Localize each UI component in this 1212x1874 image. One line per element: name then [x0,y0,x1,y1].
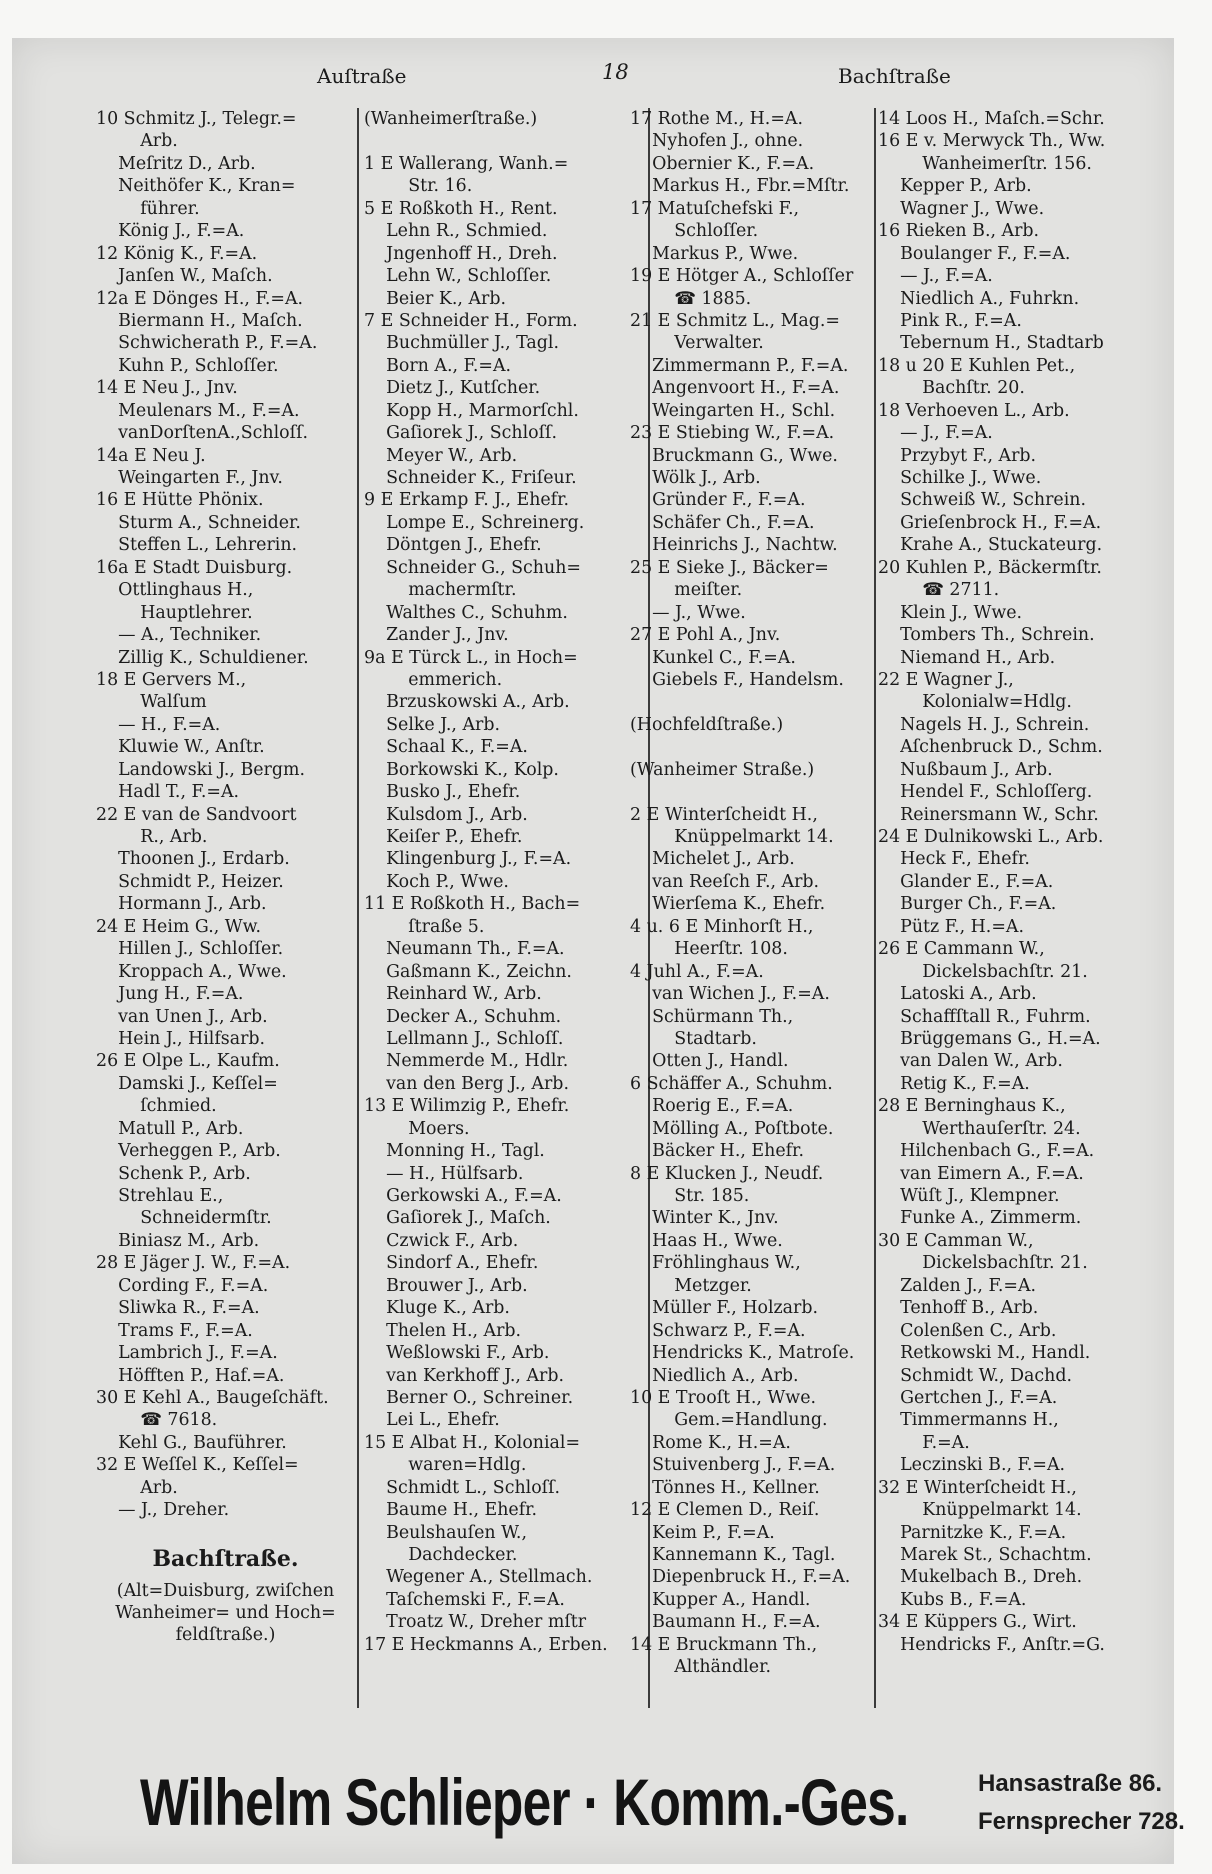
advertiser-phone: Fernsprecher 728. [978,1808,1185,1835]
directory-entry: 22 E van de Sandvoort [96,804,297,825]
directory-entry: Dickelsbachſtr. 21. [878,1253,1088,1274]
directory-entry: 16 Rieken B., Arb. [878,221,1040,242]
directory-entry: Gründer F., F.=A. [630,490,806,511]
directory-entry: Pink R., F.=A. [878,310,1022,331]
directory-entry: Str. 16. [364,176,473,197]
column-divider [874,108,876,1708]
directory-entry: Matull P., Arb. [96,1118,244,1139]
directory-entry: Zimmermann P., F.=A. [630,355,849,376]
page-header [12,56,1174,90]
directory-entry: 26 E Cammann W., [878,939,1045,960]
directory-entry: Beier K., Arb. [364,288,506,309]
directory-entry: Jngenhoff H., Dreh. [364,243,558,264]
directory-entry: Lehn W., Schloſſer. [364,266,552,287]
directory-entry: führer. [96,198,200,219]
directory-entry: Kluge K., Arb. [364,1298,510,1319]
directory-entry: 28 E Jäger J. W., F.=A. [96,1253,291,1274]
directory-entry: 23 E Stiebing W., F.=A. [630,423,835,444]
directory-entry: Kehl G., Bauführer. [96,1432,287,1453]
directory-entry: Kulsdom J., Arb. [364,804,528,825]
directory-entry: van Wichen J., F.=A. [630,984,830,1005]
directory-entry: Buchmüller J., Tagl. [364,333,560,354]
directory-entry: Leczinski B., F.=A. [878,1455,1066,1476]
directory-entry: Stuivenberg J., F.=A. [630,1455,836,1476]
directory-entry: Reinersmann W., Schr. [878,804,1099,825]
directory-entry: Diepenbruck H., F.=A. [630,1567,851,1588]
directory-entry: Brouwer J., Arb. [364,1275,528,1296]
directory-entry: Nemmerde M., Hdlr. [364,1051,569,1072]
directory-entry: Hillen J., Schloſſer. [96,939,284,960]
directory-entry: Heerſtr. 108. [630,939,788,960]
directory-entry: Schilke J., Wwe. [878,468,1042,488]
directory-entry: Schmidt L., Schloſſ. [364,1477,561,1498]
directory-entry: Moers. [364,1118,470,1139]
directory-entry: Jung H., F.=A. [96,984,244,1005]
directory-entry: Colenßen C., Arb. [878,1320,1057,1341]
directory-entry: 14 Loos H., Maſch.=Schr. [878,109,1105,129]
directory-entry: Schweiß W., Schrein. [878,490,1087,511]
directory-entry: Verheggen P., Arb. [96,1141,281,1162]
directory-entry: Gaßmann K., Zeichn. [364,961,572,982]
column-divider [357,108,359,1708]
directory-entry: Sindorf A., Ehefr. [364,1253,539,1274]
directory-entry: Dietz J., Kutſcher. [364,378,541,399]
directory-entry: Steffen L., Lehrerin. [96,535,298,556]
directory-entry: Dickelsbachſtr. 21. [878,961,1088,982]
directory-entry: Trams F., F.=A. [96,1320,253,1341]
directory-entry: Meulenars M., F.=A. [96,400,300,421]
directory-entry: Janſen W., Maſch. [96,266,273,287]
directory-entry: van Eimern A., F.=A. [878,1163,1084,1184]
directory-entry: Gem.=Handlung. [630,1410,828,1431]
directory-entry: ☎ 1885. [630,288,752,309]
directory-entry: Hadl T., F.=A. [96,782,240,803]
directory-entry: Schneidermſtr. [96,1208,272,1229]
directory-entry: Nyhofen J., ohne. [630,131,804,152]
directory-entry: 20 Kuhlen P., Bäckermſtr. [878,557,1102,578]
directory-entry: Gerkowski A., F.=A. [364,1186,562,1206]
directory-entry: Markus H., Fbr.=Mſtr. [630,176,850,197]
directory-entry: 17 Matuſchefski F., [630,198,800,219]
directory-entry: Reinhard W., Arb. [364,984,542,1005]
advertisement-banner [140,1764,1185,1854]
directory-entry: Schäfer Ch., F.=A. [630,512,815,533]
directory-entry: Gaſiorek J., Schloſſ. [364,423,558,444]
directory-entry: 30 E Camman W., [878,1230,1034,1251]
directory-entry: Neumann Th., F.=A. [364,939,565,960]
directory-entry: 8 E Klucken J., Neudf. [630,1163,824,1184]
directory-entry: Schwarz P., F.=A. [630,1320,806,1341]
directory-entry: Hilchenbach G., F.=A. [878,1141,1095,1162]
directory-entry: — J., Dreher. [96,1500,230,1521]
directory-entry: Biermann H., Maſch. [96,310,303,331]
directory-entry: Rome K., H.=A. [630,1432,791,1453]
directory-entry: Wagner J., Wwe. [878,198,1045,219]
directory-entry: Latoski A., Arb. [878,984,1037,1005]
directory-entry: 5 E Roßkoth H., Rent. [364,198,558,219]
directory-entry: Kopp H., Marmorſchl. [364,400,579,421]
directory-entry: Weingarten F., Jnv. [96,468,283,488]
directory-entry: 24 E Dulnikowski L., Arb. [878,827,1104,847]
directory-entry [630,736,872,758]
directory-column-2 [364,108,646,1708]
directory-entry: 21 E Schmitz L., Mag.= [630,310,841,331]
directory-entry: Lambrich J., F.=A. [96,1343,278,1364]
directory-entry: 24 E Heim G., Ww. [96,916,261,937]
directory-entry: Mölling A., Poſtbote. [630,1118,834,1139]
directory-entry: Verwalter. [630,333,764,354]
directory-entry: 4 Juhl A., F.=A. [630,961,764,982]
directory-entry: Koch P., Wwe. [364,871,509,892]
directory-entry: Mukelbach B., Dreh. [878,1567,1083,1588]
directory-entry: Kluwie W., Anſtr. [96,737,265,758]
directory-entry: (Wanheimerſtraße.) [364,109,538,129]
directory-entry: Tombers Th., Schrein. [878,625,1095,646]
directory-entry: 16 E Hütte Phönix. [96,490,264,511]
directory-entry [364,130,646,152]
section-note: (Alt=Duisburg, zwiſchen [116,1580,335,1601]
directory-entry: 14 E Bruckmann Th., [630,1634,818,1655]
directory-entry: van Kerkhoff J., Arb. [364,1365,564,1386]
directory-entry: 30 E Kehl A., Baugeſchäft. [96,1387,329,1408]
directory-entry: Arb. [96,1477,178,1498]
header-left-street: Auſtraße [317,64,407,88]
directory-entry: 12 E Clemen D., Reiſ. [630,1500,820,1521]
directory-entry: Glander E., F.=A. [878,871,1054,892]
directory-entry: Winter K., Jnv. [630,1208,779,1229]
directory-entry: 13 E Wilimzig P., Ehefr. [364,1096,570,1117]
directory-entry: — A., Techniker. [96,625,262,646]
directory-entry: Str. 185. [630,1186,750,1206]
directory-entry: 18 Verhoeven L., Arb. [878,400,1070,421]
directory-entry: Nußbaum J., Arb. [878,759,1053,780]
directory-entry: (Wanheimer Straße.) [630,759,815,780]
directory-entry: Borkowski K., Kolp. [364,759,559,780]
directory-entry: Cording F., F.=A. [96,1275,269,1296]
directory-entry: van den Berg J., Arb. [364,1073,569,1094]
directory-entry: Burger Ch., F.=A. [878,894,1057,915]
directory-entry: Metzger. [630,1275,752,1296]
directory-entry: Heinrichs J., Nachtw. [630,535,838,556]
directory-column-4 [878,108,1170,1708]
directory-entry: Bäcker H., Ehefr. [630,1141,804,1162]
directory-entry: 32 E Winterſcheidt H., [878,1477,1077,1498]
directory-entry [630,781,872,803]
directory-entry: 27 E Pohl A., Jnv. [630,625,781,646]
directory-entry: Markus P., Wwe. [630,243,799,264]
directory-entry: Roerig E., F.=A. [630,1096,794,1117]
directory-entry: Weßlowski F., Arb. [364,1343,550,1364]
directory-entry: Grieſenbrock H., F.=A. [878,512,1102,533]
directory-entry: Niedlich A., Fuhrkn. [878,288,1080,309]
directory-entry: Boulanger F., F.=A. [878,243,1071,264]
directory-entry: Czwick F., Arb. [364,1230,519,1251]
directory-entry: Thelen H., Arb. [364,1320,522,1341]
directory-entry: Kubs B., F.=A. [878,1589,1027,1610]
directory-entry: Kolonialw=Hdlg. [878,692,1072,713]
directory-entry: Schwicherath P., F.=A. [96,333,318,354]
directory-entry: 16 E v. Merwyck Th., Ww. [878,131,1106,152]
directory-entry: Arb. [96,131,178,152]
advertiser-name: Wilhelm Schlieper · Komm.-Ges. [140,1765,909,1839]
directory-entry: Brüggemans G., H.=A. [878,1028,1101,1049]
directory-entry: 6 Schäffer A., Schuhm. [630,1073,833,1094]
directory-entry: Timmermanns H., [878,1410,1059,1431]
advertiser-address: Hansastraße 86. [978,1770,1163,1797]
directory-entry: Tenhoff B., Arb. [878,1298,1039,1319]
directory-entry: 7 E Schneider H., Form. [364,310,578,331]
directory-entry: Bachſtr. 20. [878,378,1025,399]
directory-entry: 28 E Berninghaus K., [878,1096,1066,1117]
directory-entry: Althändler. [630,1657,772,1678]
directory-entry: Giebels F., Handelsm. [630,669,844,690]
directory-entry: van Dalen W., Arb. [878,1051,1063,1072]
directory-entry: Retkowski M., Handl. [878,1343,1091,1364]
directory-entry: Retig K., F.=A. [878,1073,1030,1094]
directory-entry: Hendricks F., Anſtr.=G. [878,1634,1105,1655]
directory-entry: 32 E Weſſel K., Keſſel= [96,1455,299,1476]
directory-entry: Heck F., Ehefr. [878,849,1030,870]
directory-entry: Gertchen J., F.=A. [878,1387,1058,1408]
directory-entry: Lehn R., Schmied. [364,221,548,242]
directory-entry: Walſum [96,692,207,713]
directory-entry: 2 E Winterſcheidt H., [630,804,818,825]
directory-entry: 1 E Wallerang, Wanh.= [364,153,569,174]
directory-entry: Sturm A., Schneider. [96,512,301,533]
directory-entry: ſtraße 5. [364,916,485,937]
directory-entry: Schaal K., F.=A. [364,737,528,758]
directory-entry: Neithöfer K., Kran= [96,176,296,197]
directory-entry: Zillig K., Schuldiener. [96,647,309,668]
directory-entry: Michelet J., Arb. [630,849,795,870]
directory-entry: Döntgen J., Ehefr. [364,535,542,556]
directory-entry: Landowski J., Bergm. [96,759,306,780]
directory-entry: Niemand H., Arb. [878,647,1056,668]
directory-entry: Walthes C., Schuhm. [364,602,568,623]
directory-entry: waren=Hdlg. [364,1455,527,1476]
directory-entry: Krahe A., Stuckateurg. [878,535,1103,556]
section-note: feldſtraße.) [175,1625,276,1646]
directory-entry: van Reeſch F., Arb. [630,871,820,892]
section-heading: Bachſtraße. [152,1545,299,1572]
directory-entry: Lellmann J., Schloſſ. [364,1028,564,1049]
directory-entry: Klein J., Wwe. [878,602,1023,623]
directory-entry: Funke A., Zimmerm. [878,1208,1082,1229]
directory-entry: Schenk P., Arb. [96,1163,251,1184]
directory-entry: Lei L., Ehefr. [364,1410,500,1431]
directory-entry: Obernier K., F.=A. [630,153,815,174]
directory-entry: Kupper A., Handl. [630,1589,811,1610]
directory-entry: 10 Schmitz J., Telegr.= [96,109,297,129]
directory-entry: Zalden J., F.=A. [878,1275,1037,1296]
directory-entry: 17 E Heckmanns A., Erben. [364,1634,608,1655]
directory-entry: Weingarten H., Schl. [630,400,836,421]
directory-entry: Niedlich A., Arb. [630,1365,799,1386]
directory-entry: Troatz W., Dreher mſtr [364,1612,587,1633]
directory-entry: Baumann H., F.=A. [630,1612,821,1633]
directory-entry: 34 E Küppers G., Wirt. [878,1612,1077,1633]
directory-entry: Keiſer P., Ehefr. [364,827,523,847]
directory-entry: Bruckmann G., Wwe. [630,445,838,466]
directory-entry: emmerich. [364,669,503,690]
directory-entry: Pütz F., H.=A. [878,916,1024,937]
directory-entry: Klingenburg J., F.=A. [364,849,572,870]
directory-entry: Lompe E., Schreinerg. [364,512,585,533]
directory-entry: Tebernum H., Stadtarb [878,333,1104,354]
directory-entry: 16a E Stadt Duisburg. [96,557,293,578]
directory-entry: Meyer W., Arb. [364,445,518,466]
directory-entry: Wierſema K., Ehefr. [630,894,826,915]
directory-entry: Knüppelmarkt 14. [630,827,834,847]
directory-entry: Beulshauſen W., [364,1522,527,1543]
directory-entry: Strehlau E., [96,1186,224,1206]
directory-entry: Parnitzke K., F.=A. [878,1522,1067,1543]
directory-entry: Hein J., Hilfsarb. [96,1028,266,1049]
directory-entry: Ottlinghaus H., [96,580,254,601]
directory-entry: Hendel F., Schloſſerg. [878,782,1093,803]
directory-entry: 9a E Türck L., in Hoch= [364,647,578,668]
directory-entry: Nagels H. J., Schrein. [878,714,1090,735]
directory-entry: machermſtr. [364,580,517,601]
section-note: Wanheimer= und Hoch= [115,1603,336,1623]
directory-entry: Angenvoort H., F.=A. [630,378,840,399]
directory-entry: 14a E Neu J. [96,445,206,466]
directory-entry: 26 E Olpe L., Kaufm. [96,1051,280,1072]
directory-entry: van Unen J., Arb. [96,1006,268,1027]
directory-entry: 19 E Hötger A., Schloſſer [630,266,854,287]
directory-entry: Knüppelmarkt 14. [878,1500,1082,1521]
section-spacer [96,1522,355,1548]
directory-entry: Biniasz M., Arb. [96,1230,260,1251]
directory-entry: Taſchemski F., F.=A. [364,1589,565,1610]
directory-entry: ☎ 7618. [96,1410,218,1431]
directory-entry: Schneider G., Schuh= [364,557,581,578]
header-right-street: Bachſtraße [838,64,951,88]
directory-entry: 22 E Wagner J., [878,669,1014,690]
directory-entry: 9 E Erkamp F. J., Ehefr. [364,490,570,511]
directory-entry: Selke J., Arb. [364,714,500,735]
directory-entry: F.=A. [878,1432,970,1453]
directory-entry: Marek St., Schachtm. [878,1545,1092,1565]
directory-entry: 12a E Dönges H., F.=A. [96,288,304,309]
directory-entry: Berner O., Schreiner. [364,1387,574,1408]
directory-entry: Born A., F.=A. [364,355,512,376]
directory-entry: 11 E Roßkoth H., Bach= [364,894,581,915]
directory-entry: Damski J., Keſſel= [96,1073,278,1094]
directory-entry: Schneider K., Friſeur. [364,468,577,488]
directory-entry: Gaſiorek J., Maſch. [364,1208,551,1229]
directory-entry: (Hochfeldſtraße.) [630,714,784,735]
directory-entry: meiſter. [630,580,743,601]
directory-entry: 12 König K., F.=A. [96,243,258,264]
directory-entry: Otten J., Handl. [630,1051,789,1072]
directory-column-1 [96,108,355,1708]
directory-entry: Keim P., F.=A. [630,1522,775,1543]
directory-entry: — J., F.=A. [878,423,993,444]
directory-entry: 10 E Trooſt H., Wwe. [630,1387,817,1408]
directory-entry: — H., Hülfsarb. [364,1163,524,1184]
directory-entry: Wegener A., Stellmach. [364,1567,593,1588]
directory-entry: Schmidt P., Heizer. [96,871,284,892]
directory-entry: Schloſſer. [630,221,759,242]
directory-entry: — H., F.=A. [96,714,221,735]
directory-entry: — J., Wwe. [630,602,746,623]
directory-entry: Kannemann K., Tagl. [630,1545,836,1565]
directory-entry: Wölk J., Arb. [630,468,761,488]
directory-entry: Tönnes H., Kellner. [630,1477,820,1498]
directory-entry: 4 u. 6 E Minhorſt H., [630,916,814,937]
directory-entry: Werthauſerſtr. 24. [878,1118,1081,1139]
directory-entry: Dachdecker. [364,1545,518,1565]
directory-entry: vanDorſtenA.,Schloſſ. [96,423,309,444]
directory-entry: Wüſt J., Klempner. [878,1186,1060,1206]
directory-entry: Hormann J., Arb. [96,894,267,915]
directory-entry: Kuhn P., Schloſſer. [96,355,279,376]
directory-entry: 15 E Albat H., Kolonial= [364,1432,581,1453]
directory-entry: 25 E Sieke J., Bäcker= [630,557,829,578]
directory-entry: Monning H., Tagl. [364,1141,545,1162]
directory-entry: 18 u 20 E Kuhlen Pet., [878,355,1076,376]
directory-entry: Schmidt W., Dachd. [878,1365,1072,1386]
directory-entry: R., Arb. [96,827,208,847]
directory-entry: Schaffſtall R., Fuhrm. [878,1006,1091,1027]
directory-entry: Kroppach A., Wwe. [96,961,287,982]
directory-entry: Schürmann Th., [630,1006,794,1027]
directory-entry: Aſchenbruck D., Schm. [878,737,1103,758]
directory-entry: Müller F., Holzarb. [630,1298,819,1319]
directory-entry: König J., F.=A. [96,221,245,242]
directory-entry: ſchmied. [96,1096,217,1117]
directory-entry: Baume H., Ehefr. [364,1500,538,1521]
directory-entry [630,691,872,713]
directory-entry: Fröhlinghaus W., [630,1253,801,1274]
directory-entry: Brzuskowski A., Arb. [364,692,570,713]
directory-entry: 17 Rothe M., H.=A. [630,109,803,129]
directory-entry: Stadtarb. [630,1028,757,1049]
directory-entry: 14 E Neu J., Jnv. [96,378,238,399]
page-number: 18 [602,60,629,84]
directory-entry: — J., F.=A. [878,266,993,287]
directory-entry: Wanheimerſtr. 156. [878,153,1092,174]
directory-entry: 18 E Gervers M., [96,669,247,690]
directory-entry: Haas H., Wwe. [630,1230,783,1251]
directory-entry: Kunkel C., F.=A. [630,647,796,668]
directory-entry: Hauptlehrer. [96,602,253,623]
directory-entry: Thoonen J., Erdarb. [96,849,290,870]
directory-entry: Przybyt F., Arb. [878,445,1037,466]
directory-entry: Busko J., Ehefr. [364,782,521,803]
directory-entry: Decker A., Schuhm. [364,1006,562,1027]
directory-entry: Sliwka R., F.=A. [96,1298,260,1319]
directory-entry: Höfften P., Haf.=A. [96,1365,285,1386]
directory-column-3 [630,108,872,1708]
directory-entry: Kepper P., Arb. [878,176,1032,197]
directory-entry: Meſritz D., Arb. [96,153,256,174]
directory-entry: Hendricks K., Matroſe. [630,1343,855,1364]
directory-entry: Zander J., Jnv. [364,625,509,646]
directory-entry: ☎ 2711. [878,580,1000,601]
